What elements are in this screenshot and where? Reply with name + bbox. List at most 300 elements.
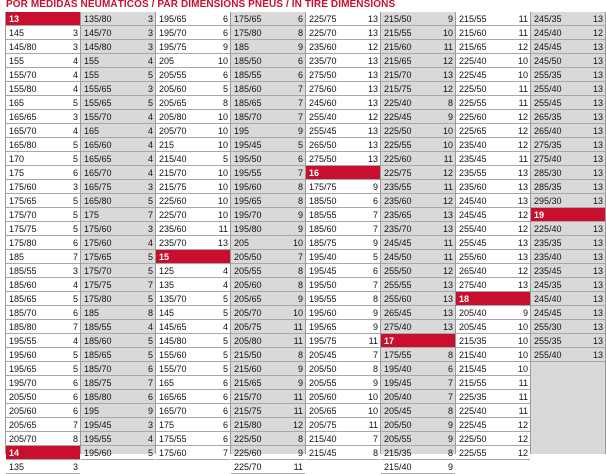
size-code: 3 — [72, 462, 78, 472]
table-row — [81, 222, 155, 236]
size-code: 10 — [517, 322, 528, 332]
size-code: 5 — [147, 98, 153, 108]
tire-size: 245/50 — [534, 56, 562, 66]
size-code: 13 — [592, 42, 603, 52]
tire-size: 225/55 — [459, 448, 487, 458]
tire-size: 195/55 — [84, 434, 112, 444]
size-code: 3 — [147, 420, 153, 430]
size-code: 5 — [147, 196, 153, 206]
size-code: 9 — [297, 294, 303, 304]
size-code: 4 — [147, 322, 153, 332]
rim-size-header — [156, 250, 230, 264]
tire-size: 205/45 — [459, 322, 487, 332]
tire-size: 185/75 — [84, 378, 112, 388]
tire-size: 195/45 — [234, 140, 262, 150]
size-code: 10 — [517, 364, 528, 374]
tire-size: 215/50 — [234, 350, 262, 360]
size-code: 13 — [442, 280, 453, 290]
tire-size: 285/30 — [534, 168, 562, 178]
tire-size: 195/75 — [159, 42, 187, 52]
tire-size: 135 — [9, 462, 25, 472]
size-code: 10 — [217, 168, 228, 178]
tire-size: 205/75 — [234, 322, 262, 332]
table-row — [306, 418, 380, 432]
tire-size: 255/60 — [384, 294, 412, 304]
size-code: 5 — [222, 294, 228, 304]
size-code: 13 — [592, 70, 603, 80]
table-row — [306, 432, 380, 446]
tire-size: 205/60 — [309, 392, 337, 402]
tire-size: 235/55 — [459, 168, 487, 178]
table-row — [381, 96, 455, 110]
table-row — [156, 320, 230, 334]
size-code: 5 — [72, 224, 78, 234]
size-code: 10 — [442, 126, 453, 136]
size-code: 13 — [367, 70, 378, 80]
tire-size: 205/60 — [234, 280, 262, 290]
table-row — [6, 348, 80, 362]
table-row — [6, 404, 80, 418]
tire-size: 185 — [84, 308, 100, 318]
size-code: 10 — [292, 308, 303, 318]
tire-size: 205/65 — [234, 294, 262, 304]
tire-size: 255/40 — [534, 84, 562, 94]
table-row — [381, 250, 455, 264]
size-code: 12 — [517, 224, 528, 234]
size-code: 13 — [592, 112, 603, 122]
tire-size: 185/55 — [309, 210, 337, 220]
table-row — [456, 236, 530, 250]
size-code: 11 — [443, 182, 453, 192]
tire-size: 215/70 — [384, 70, 412, 80]
size-code: 7 — [297, 112, 303, 122]
tire-size: 235/70 — [309, 56, 337, 66]
size-code: 13 — [442, 322, 453, 332]
table-row — [6, 152, 80, 166]
table-row — [6, 460, 80, 474]
size-code: 7 — [297, 252, 303, 262]
size-code: 10 — [292, 238, 303, 248]
tire-size: 195/50 — [234, 154, 262, 164]
tire-size: 175/70 — [84, 266, 112, 276]
size-code: 11 — [293, 462, 303, 472]
size-code: 13 — [592, 168, 603, 178]
tire-size: 265/40 — [459, 266, 487, 276]
tire-size: 255/35 — [534, 336, 562, 346]
tire-size: 205/65 — [159, 98, 187, 108]
table-row — [381, 404, 455, 418]
tire-size: 265/50 — [309, 140, 337, 150]
table-row — [231, 460, 305, 474]
tire-size: 255/45 — [534, 98, 562, 108]
table-row — [6, 96, 80, 110]
table-row — [156, 12, 230, 26]
table-row — [6, 236, 80, 250]
tire-size: 185/65 — [9, 294, 37, 304]
tire-size: 205/50 — [9, 392, 37, 402]
rim-size-header — [456, 292, 530, 306]
size-code: 7 — [147, 280, 153, 290]
rim-size-header — [306, 166, 380, 180]
tire-size: 155/70 — [84, 112, 112, 122]
table-row — [306, 12, 380, 26]
table-row — [156, 278, 230, 292]
table-row — [156, 432, 230, 446]
tire-size: 195/45 — [384, 378, 412, 388]
size-code: 12 — [517, 434, 528, 444]
table-row — [306, 390, 380, 404]
tire-size: 175/75 — [84, 280, 112, 290]
tire-size: 275/40 — [534, 154, 562, 164]
tire-size: 185/60 — [309, 224, 337, 234]
size-code: 6 — [72, 378, 78, 388]
size-code: 13 — [592, 14, 603, 24]
tire-size: 225/60 — [459, 112, 487, 122]
size-code: 13 — [592, 196, 603, 206]
table-row — [231, 348, 305, 362]
tire-size: 215/50 — [384, 14, 412, 24]
size-code: 9 — [147, 406, 153, 416]
tire-size: 195/75 — [309, 336, 337, 346]
size-code: 9 — [372, 182, 378, 192]
tire-size: 255/40 — [459, 224, 487, 234]
size-code: 13 — [592, 294, 603, 304]
tire-size: 235/40 — [459, 140, 487, 150]
size-code: 13 — [442, 308, 453, 318]
table-row — [306, 222, 380, 236]
table-column — [530, 12, 606, 454]
tire-size: 195/70 — [9, 378, 37, 388]
size-code: 12 — [442, 266, 453, 276]
tire-size: 215/35 — [459, 336, 487, 346]
table-row — [231, 334, 305, 348]
table-row — [231, 96, 305, 110]
size-code: 6 — [297, 70, 303, 80]
table-row — [456, 418, 530, 432]
size-code: 8 — [372, 364, 378, 374]
size-code: 4 — [72, 280, 78, 290]
size-code: 3 — [72, 112, 78, 122]
tire-size: 185/55 — [9, 266, 37, 276]
size-code: 6 — [147, 392, 153, 402]
table-row — [156, 152, 230, 166]
tire-size: 185/50 — [309, 196, 337, 206]
size-code: 9 — [447, 420, 453, 430]
table-row — [6, 376, 80, 390]
size-code: 6 — [222, 28, 228, 38]
tire-size: 205/65 — [309, 406, 337, 416]
tire-size: 205/75 — [309, 420, 337, 430]
tire-size: 175/65 — [234, 14, 262, 24]
size-code: 10 — [442, 140, 453, 150]
tire-size: 235/70 — [159, 238, 187, 248]
tire-size: 195/70 — [159, 28, 187, 38]
size-code: 8 — [72, 434, 78, 444]
table-row — [381, 194, 455, 208]
table-row — [306, 306, 380, 320]
size-code: 8 — [147, 308, 153, 318]
table-row — [381, 110, 455, 124]
size-code: 13 — [442, 224, 453, 234]
table-row — [156, 404, 230, 418]
tire-size: 205/60 — [9, 406, 37, 416]
tire-size: 205/55 — [384, 434, 412, 444]
tire-size: 215/40 — [159, 154, 187, 164]
table-row — [81, 334, 155, 348]
tire-size: 225/55 — [384, 140, 412, 150]
table-row — [381, 54, 455, 68]
tire-size: 185/70 — [234, 112, 262, 122]
table-row — [81, 54, 155, 68]
table-row — [156, 306, 230, 320]
size-code: 4 — [72, 70, 78, 80]
tire-size: 225/45 — [459, 70, 487, 80]
size-code: 4 — [222, 322, 228, 332]
size-code: 11 — [218, 224, 228, 234]
size-code: 8 — [372, 294, 378, 304]
tire-size: 255/35 — [534, 70, 562, 80]
tire-size: 255/55 — [384, 280, 412, 290]
size-code: 13 — [517, 182, 528, 192]
size-code: 5 — [222, 350, 228, 360]
size-code: 8 — [297, 266, 303, 276]
size-code: 6 — [297, 14, 303, 24]
tire-size: 165/80 — [9, 140, 37, 150]
size-code: 13 — [592, 56, 603, 66]
tire-size: 205/50 — [309, 364, 337, 374]
size-code: 7 — [297, 168, 303, 178]
size-code: 4 — [147, 434, 153, 444]
size-code: 5 — [222, 308, 228, 318]
table-row — [81, 12, 155, 26]
size-code: 7 — [72, 322, 78, 332]
tire-size: 275/35 — [534, 140, 562, 150]
table-row — [306, 376, 380, 390]
tire-size: 195/65 — [9, 364, 37, 374]
tire-size: 295/30 — [534, 196, 562, 206]
table-row — [231, 180, 305, 194]
size-code: 10 — [217, 126, 228, 136]
tire-size: 205/70 — [234, 308, 262, 318]
table-row — [381, 222, 455, 236]
tire-size: 175 — [84, 210, 100, 220]
table-row — [81, 348, 155, 362]
tire-size: 215/40 — [309, 434, 337, 444]
tire-size: 195/60 — [84, 448, 112, 458]
tire-size: 215/55 — [459, 14, 487, 24]
table-row — [381, 166, 455, 180]
table-row — [456, 362, 530, 376]
table-row — [306, 404, 380, 418]
size-code: 8 — [447, 448, 453, 458]
table-row — [156, 180, 230, 194]
tire-size: 170 — [9, 154, 25, 164]
tire-size: 135/70 — [159, 294, 187, 304]
table-row — [156, 362, 230, 376]
table-row — [306, 54, 380, 68]
size-code: 11 — [518, 98, 528, 108]
size-code: 13 — [592, 182, 603, 192]
size-code: 13 — [592, 308, 603, 318]
tire-size: 205/40 — [384, 392, 412, 402]
table-row — [531, 180, 605, 194]
table-row — [306, 278, 380, 292]
rim-size-label: 15 — [159, 252, 170, 262]
tire-size: 165 — [9, 98, 25, 108]
table-row — [381, 124, 455, 138]
size-code: 12 — [517, 42, 528, 52]
tire-size: 195/45 — [309, 266, 337, 276]
table-row — [231, 236, 305, 250]
table-row — [156, 236, 230, 250]
size-code: 7 — [372, 210, 378, 220]
table-row — [156, 208, 230, 222]
size-code: 7 — [297, 98, 303, 108]
table-row — [531, 152, 605, 166]
size-code: 6 — [447, 364, 453, 374]
table-row — [6, 82, 80, 96]
table-row — [381, 376, 455, 390]
rim-size-label: 18 — [459, 294, 470, 304]
tire-size: 215/40 — [459, 350, 487, 360]
size-code: 10 — [442, 28, 453, 38]
tire-size: 195/65 — [234, 196, 262, 206]
tire-size: 195/70 — [234, 210, 262, 220]
table-row — [456, 54, 530, 68]
table-row — [381, 68, 455, 82]
tire-size: 215/45 — [309, 448, 337, 458]
table-row — [231, 40, 305, 54]
tire-size: 195/60 — [234, 182, 262, 192]
table-row — [456, 82, 530, 96]
tire-size: 215/55 — [459, 378, 487, 388]
tire-size: 245/50 — [384, 252, 412, 262]
tire-size: 205/60 — [159, 84, 187, 94]
tire-size: 195/50 — [309, 280, 337, 290]
size-code: 13 — [442, 70, 453, 80]
size-code: 9 — [297, 364, 303, 374]
table-row — [456, 432, 530, 446]
tire-size: 195/40 — [309, 252, 337, 262]
tire-size: 205/55 — [309, 378, 337, 388]
table-column — [380, 12, 455, 472]
tire-size: 185/75 — [309, 238, 337, 248]
table-row — [456, 68, 530, 82]
tire-size: 195/60 — [309, 308, 337, 318]
tire-size: 225/45 — [384, 112, 412, 122]
table-row — [456, 138, 530, 152]
table-row — [306, 40, 380, 54]
table-row — [81, 138, 155, 152]
tire-size: 225/60 — [384, 154, 412, 164]
table-row — [81, 278, 155, 292]
tire-size: 235/70 — [384, 224, 412, 234]
tire-size: 235/45 — [459, 154, 487, 164]
tire-size: 205/70 — [9, 434, 37, 444]
size-code: 13 — [517, 238, 528, 248]
table-row — [456, 152, 530, 166]
size-code: 6 — [222, 420, 228, 430]
tire-size: 165/80 — [84, 196, 112, 206]
size-code: 10 — [217, 56, 228, 66]
tire-size: 165/70 — [9, 126, 37, 136]
size-code: 11 — [293, 322, 303, 332]
table-row — [231, 138, 305, 152]
size-code: 7 — [372, 280, 378, 290]
table-row — [381, 292, 455, 306]
tire-size: 135 — [159, 280, 175, 290]
size-code: 6 — [72, 308, 78, 318]
size-code: 5 — [72, 350, 78, 360]
tire-size: 275/50 — [309, 154, 337, 164]
tire-size: 215 — [159, 140, 175, 150]
table-row — [231, 264, 305, 278]
tire-size: 265/35 — [534, 112, 562, 122]
tire-size: 245/40 — [534, 28, 562, 38]
table-row — [231, 404, 305, 418]
table-row — [456, 26, 530, 40]
size-code: 13 — [367, 84, 378, 94]
tire-size: 245/45 — [459, 210, 487, 220]
size-code: 13 — [517, 196, 528, 206]
tire-size: 215/75 — [234, 406, 262, 416]
tire-size: 165/65 — [9, 112, 37, 122]
tire-size: 195/65 — [159, 14, 187, 24]
tire-size: 195/45 — [84, 420, 112, 430]
size-code: 9 — [372, 322, 378, 332]
size-code: 8 — [447, 98, 453, 108]
table-row — [456, 96, 530, 110]
table-column — [455, 12, 530, 458]
size-code: 6 — [222, 406, 228, 416]
size-code: 13 — [442, 210, 453, 220]
table-row — [531, 12, 605, 26]
table-row — [81, 306, 155, 320]
tire-size: 145/65 — [159, 322, 187, 332]
tire-size: 165 — [84, 126, 100, 136]
tire-size: 225/75 — [309, 14, 337, 24]
table-row — [381, 362, 455, 376]
table-row — [231, 390, 305, 404]
table-row — [6, 334, 80, 348]
tire-size: 155/65 — [84, 84, 112, 94]
table-row — [531, 264, 605, 278]
tire-size: 255/40 — [534, 350, 562, 360]
table-row — [81, 362, 155, 376]
size-code: 6 — [72, 392, 78, 402]
size-code: 8 — [297, 196, 303, 206]
table-row — [81, 152, 155, 166]
rim-size-label: 14 — [9, 448, 20, 458]
size-code: 4 — [72, 126, 78, 136]
tire-size: 165/70 — [159, 406, 187, 416]
table-row — [156, 82, 230, 96]
size-code: 8 — [372, 448, 378, 458]
table-row — [306, 138, 380, 152]
table-row — [381, 82, 455, 96]
table-row — [306, 180, 380, 194]
tire-size: 185/50 — [234, 56, 262, 66]
table-row — [156, 418, 230, 432]
table-row — [381, 348, 455, 362]
size-code: 7 — [447, 392, 453, 402]
table-row — [306, 26, 380, 40]
table-row — [306, 68, 380, 82]
size-code: 9 — [222, 42, 228, 52]
tire-size: 145/80 — [9, 42, 37, 52]
size-code: 11 — [293, 406, 303, 416]
table-row — [381, 278, 455, 292]
